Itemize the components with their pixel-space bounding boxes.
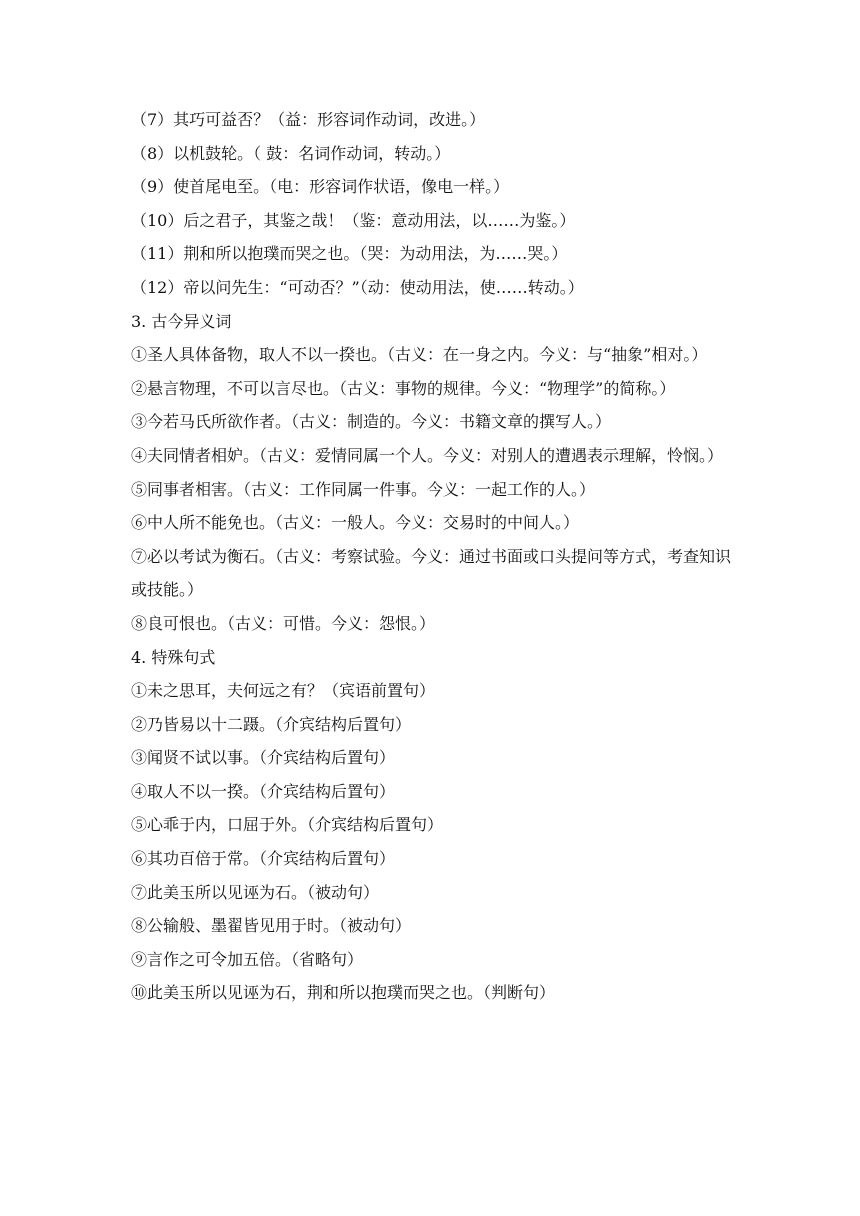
text-line: ⑥其功百倍于常。（介宾结构后置句） (131, 849, 396, 869)
text-line: ⑤心乖于内，口屈于外。（介宾结构后置句） (131, 815, 444, 835)
text-paragraph: ①圣人具体备物，取人不以一揆也。（古义：在一身之内。今义：与“抽象”相对。） (131, 345, 708, 365)
text-paragraph: ⑦必以考试为衡石。（古义：考察试验。今义：通过书面或口头提问等方式，考查知识或技能。） (131, 546, 732, 600)
text-line: ③今若马氏所欲作者。（古义：制造的。今义：书籍文章的撰写人。） (131, 412, 612, 432)
text-line: （8）以机鼓轮。（ 鼓：名词作动词，转动。） (131, 143, 451, 163)
text-line: ⑨言作之可令加五倍。（省略句） (131, 949, 364, 969)
text-line: （12）帝以问先生：“可动否？”（动：使动用法，使……转动。） (131, 277, 584, 297)
text-line: （11）荆和所以抱璞而哭之也。（哭：为动用法，为……哭。） (131, 244, 568, 264)
text-line: ③闻贤不试以事。（介宾结构后置句） (131, 748, 396, 768)
text-line: （9）使首尾电至。（电：形容词作状语，像电一样。） (131, 177, 510, 197)
document-body (131, 103, 743, 1010)
text-line: （7）其巧可益否？（益：形容词作动词，改进。） (131, 110, 486, 129)
section-heading: 3. 古今异义词 (131, 311, 232, 331)
section-heading: 4. 特殊句式 (131, 647, 216, 667)
text-line: ⑤同事者相害。（古义：工作同属一件事。今义：一起工作的人。） (131, 479, 596, 499)
text-line: （10）后之君子，其鉴之哉！（鉴：意动用法，以……为鉴。） (131, 210, 576, 230)
text-line: ⑥中人所不能免也。（古义：一般人。今义：交易时的中间人。） (131, 513, 580, 533)
text-line: ⑧公输般、墨翟皆见用于时。（被动句） (131, 916, 412, 936)
text-line: ⑩此美玉所以见诬为石，荆和所以抱璞而哭之也。（判断句） (131, 983, 556, 1003)
text-line: ①未之思耳，夫何远之有？（宾语前置句） (131, 681, 436, 701)
text-paragraph: ④夫同情者相妒。（古义：爱情同属一个人。今义：对别人的遭遇表示理解，怜悯。） (131, 445, 724, 465)
text-line: ②乃皆易以十二蹑。（介宾结构后置句） (131, 714, 412, 734)
text-line: ⑧良可恨也。（古义：可惜。今义：怨恨。） (131, 613, 436, 633)
text-line: ④取人不以一揆。（介宾结构后置句） (131, 781, 396, 801)
text-line: ②悬言物理，不可以言尽也。（古义：事物的规律。今义：“物理学”的简称。） (131, 378, 676, 398)
text-line: ⑦此美玉所以见诬为石。（被动句） (131, 882, 380, 902)
